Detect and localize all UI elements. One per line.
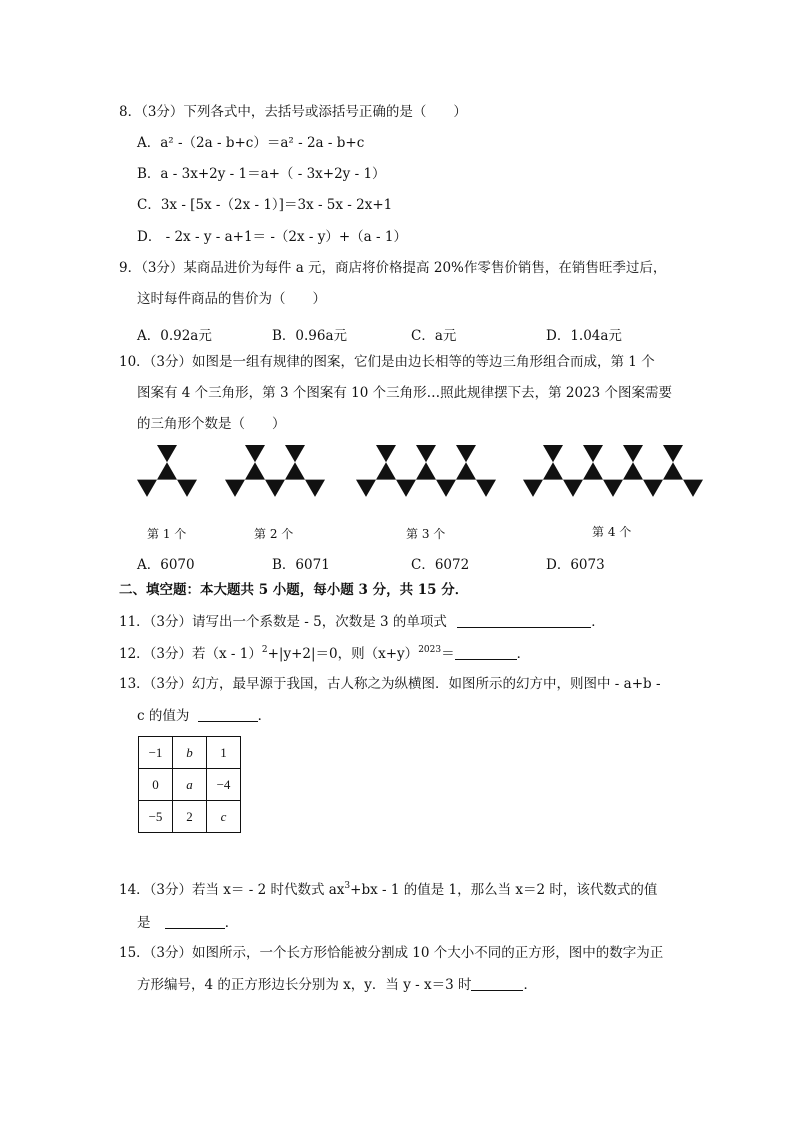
q8-option-b: B．a - 3x+2y - 1＝a+（ - 3x+2y - 1） [137,166,386,182]
q13-end: ． [257,708,272,724]
q9-line1: 9．（3分）某商品进价为每件 a 元，商店将价格提高 20%作零售价销售，在销售旺季过后， [119,260,667,276]
q14-exp: 3 [344,881,351,891]
magic-square-row [139,769,241,801]
q12-exp1: 2 [261,645,268,655]
bottom-triangle [476,480,496,497]
q12-answer-blank[interactable] [455,647,517,660]
pattern-3 [356,445,496,497]
pattern-caption-3: 第 3 个 [406,527,446,541]
q14-line1 [119,881,658,898]
pattern-2 [225,445,325,497]
top-triangle [416,445,436,462]
magic-square-row [139,737,241,769]
magic-cell: 2 [173,801,207,833]
top-triangle [583,445,603,462]
q9-option-a: A．0.92a元 [137,328,212,344]
q14-post: +bx - 1 的值是 1，那么当 x＝2 时，该代数式的值 [350,882,658,898]
middle-triangle [416,462,436,479]
pattern-1 [137,445,197,497]
q14-line2: 是 [137,915,151,931]
middle-triangle [285,462,305,479]
q13-line2: c 的值为 [137,708,190,724]
bottom-triangle [225,480,245,497]
q13-line1: 13．（3分）幻方，最早源于我国，古人称之为纵横图．如图所示的幻方中，则图中 - a+b - [119,676,661,692]
middle-triangle [245,462,265,479]
q12-pre: 12．（3分）若（x - 1） [119,646,262,662]
q15-line2: 方形编号，4 的正方形边长分别为 x，y．当 y - x＝3 时 [137,977,472,993]
bottom-triangle [523,480,543,497]
top-triangle [245,445,265,462]
middle-triangle [623,462,643,479]
bottom-triangle [643,480,663,497]
q11-answer-blank[interactable] [457,615,591,628]
pattern-caption-4: 第 4 个 [592,525,632,539]
magic-cell: b [173,737,207,769]
bottom-triangle [603,480,623,497]
middle-triangle [157,462,177,479]
q10-option-c: C．6072 [411,557,470,573]
bottom-triangle [683,480,703,497]
q14-answer-blank[interactable] [165,916,225,929]
top-triangle [623,445,643,462]
q12 [119,647,530,662]
q8-stem: 8．（3分）下列各式中，去括号或添括号正确的是（ ） [119,104,467,120]
q12-mid: +|y+2|＝0，则（x+y） [267,646,419,662]
q10-option-a: A．6070 [137,557,195,573]
q14-pre: 14．（3分）若当 x＝ - 2 时代数式 ax [119,882,345,898]
top-triangle [285,445,305,462]
top-triangle [543,445,563,462]
q11-end: ． [591,614,605,630]
magic-cell: 1 [207,737,241,769]
top-triangle [157,445,177,462]
magic-cell: c [207,801,241,833]
pattern-caption-2: 第 2 个 [254,527,294,541]
middle-triangle [376,462,396,479]
triangle-pattern-figure [0,0,794,520]
magic-cell: −5 [139,801,173,833]
top-triangle [663,445,683,462]
q13-answer-blank[interactable] [198,709,258,722]
middle-triangle [456,462,476,479]
pattern-4 [523,445,703,497]
q8-option-c: C．3x - [5x -（2x - 1）]＝3x - 5x - 2x+1 [137,197,393,213]
q8-option-d: D． - 2x - y - a+1＝ -（2x - y）+（a - 1） [137,229,407,245]
q10-option-d: D．6073 [546,557,605,573]
bottom-triangle [177,480,197,497]
q15-line2-wrap [137,978,537,993]
q12-end: ． [516,646,531,662]
bottom-triangle [396,480,416,497]
magic-cell: 0 [139,769,173,801]
q9-option-d: D．1.04a元 [546,328,622,344]
bottom-triangle [563,480,583,497]
q14-line2-wrap [137,916,238,931]
q10-line1: 10．（3分）如图是一组有规律的图案，它们是由边长相等的等边三角形组合而成，第 1 个 [119,354,655,370]
middle-triangle [663,462,683,479]
middle-triangle [543,462,563,479]
section-heading: 二、填空题：本大题共 5 小题，每小题 3 分，共 15 分． [119,582,469,598]
q15-answer-blank[interactable] [471,978,523,991]
middle-triangle [583,462,603,479]
q9-line2: 这时每件商品的售价为（ ） [137,291,326,307]
q11 [119,615,605,630]
q10-line3: 的三角形个数是（ ） [137,416,286,432]
q10-option-b: B．6071 [272,557,330,573]
q8-option-a: A．a² -（2a - b+c）＝a² - 2a - b+c [137,135,365,151]
bottom-triangle [137,480,157,497]
magic-cell: −4 [207,769,241,801]
pattern-caption-1: 第 1 个 [147,527,187,541]
top-triangle [456,445,476,462]
q14-end: ． [224,915,239,931]
q15-end: ． [523,977,537,993]
q9-option-b: B．0.96a元 [272,328,348,344]
magic-cell: −1 [139,737,173,769]
magic-cell: a [173,769,207,801]
q11-text: 11．（3分）请写出一个系数是 - 5，次数是 3 的单项式 [119,614,447,630]
q10-line2: 图案有 4 个三角形，第 3 个图案有 10 个三角形…照此规律摆下去，第 2023 个图案需要 [137,385,673,401]
bottom-triangle [356,480,376,497]
top-triangle [376,445,396,462]
bottom-triangle [305,480,325,497]
q12-eq: ＝ [441,646,455,662]
bottom-triangle [265,480,285,497]
magic-square-row [139,801,241,833]
bottom-triangle [436,480,456,497]
q12-exp2: 2023 [418,645,442,655]
magic-square [138,736,241,833]
q9-option-c: C．a元 [411,328,457,344]
q15-line1: 15．（3分）如图所示，一个长方形恰能被分割成 10 个大小不同的正方形，图中的数字为正 [119,945,664,961]
q13-line2-wrap [137,709,271,724]
